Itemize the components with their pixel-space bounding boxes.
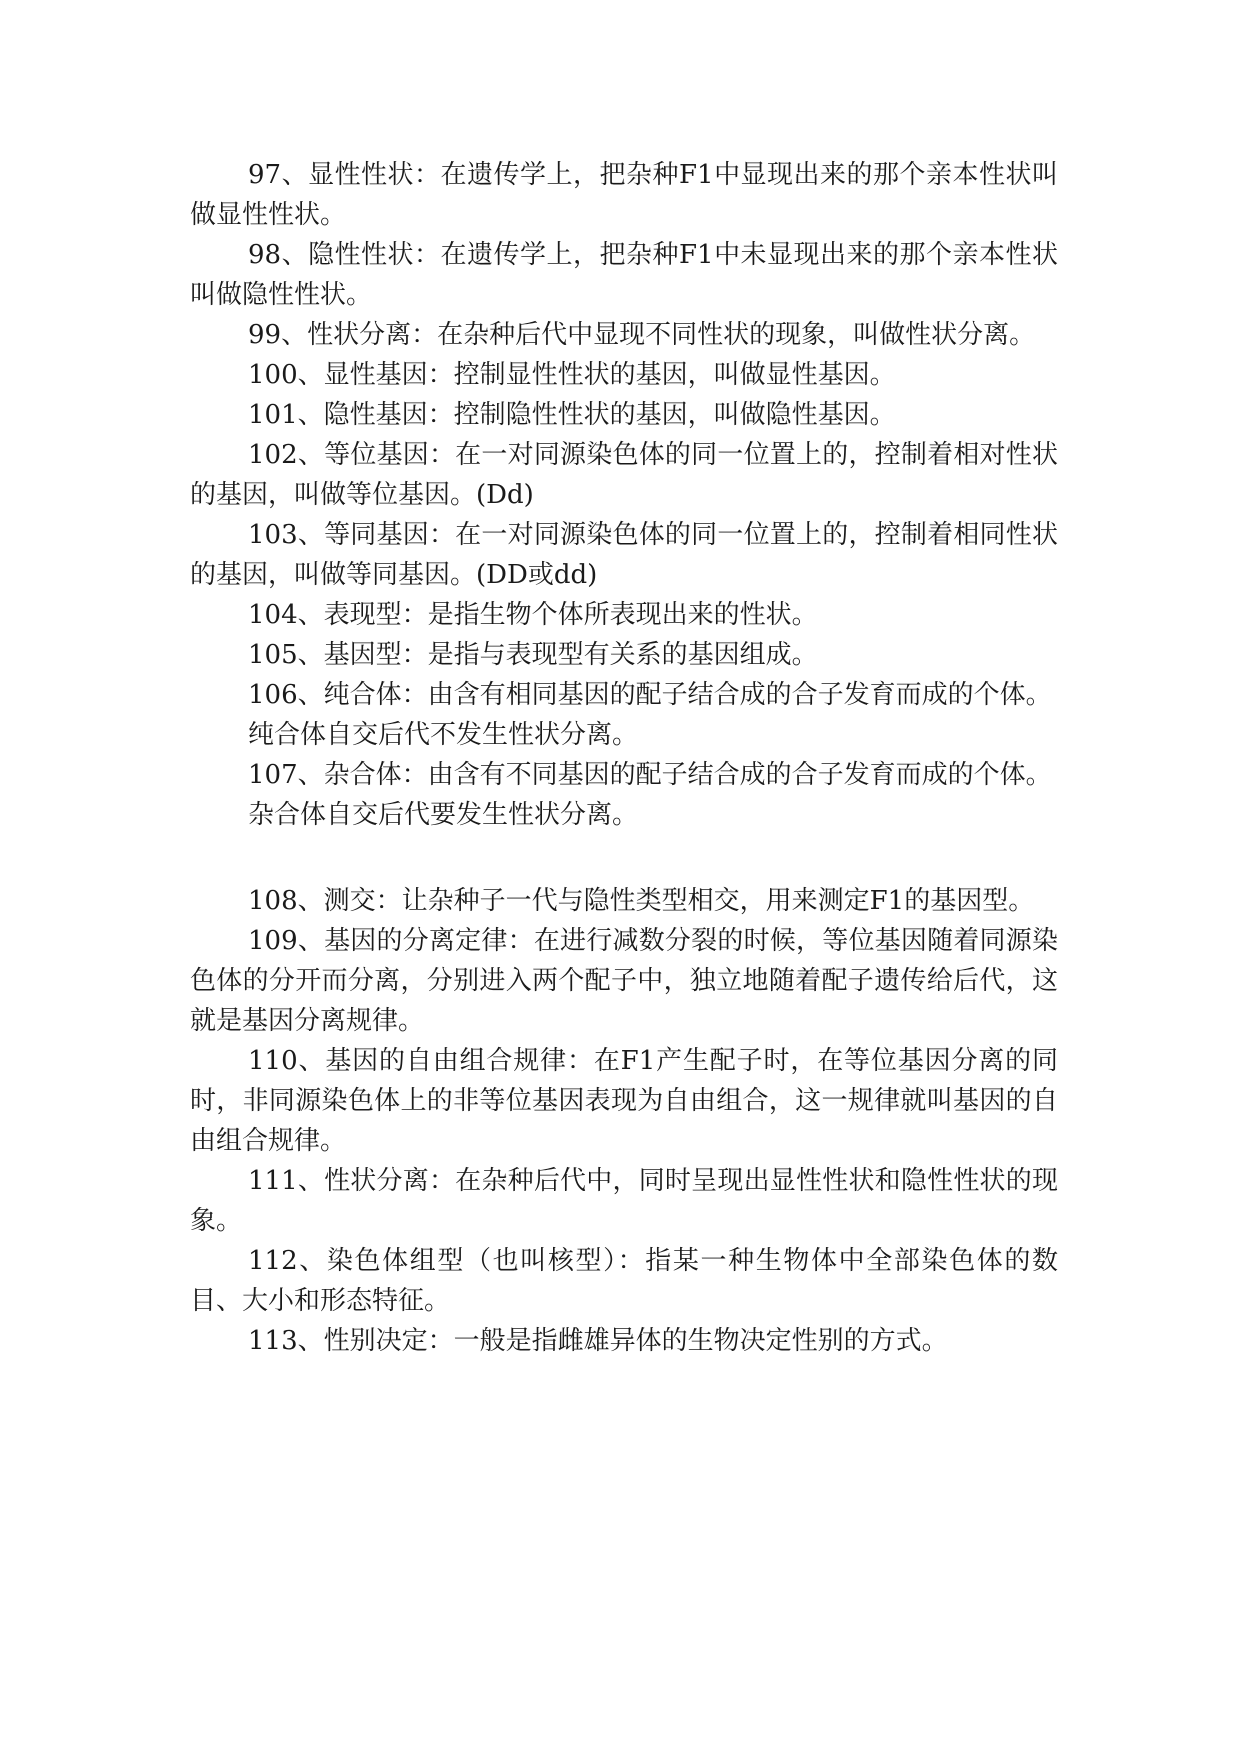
paragraph-100: 100、显性基因：控制显性性状的基因，叫做显性基因。 [248,360,896,390]
paragraph-110: 110、基因的自由组合规律：在F1产生配子时，在等位基因分离的同时，非同源染色体上的非等位基因表现为自由组合，这一规律就叫基因的自由组合规律。 [190,1046,1058,1156]
blank-line [190,835,1058,881]
paragraph-105: 105、基因型：是指与表现型有关系的基因组成。 [248,640,818,670]
paragraph-104: 104、表现型：是指生物个体所表现出来的性状。 [248,600,818,630]
paragraph-103: 103、等同基因：在一对同源染色体的同一位置上的，控制着相同性状的基因，叫做等同基因。(DD或dd) [190,520,1058,590]
paragraph-106-note: 纯合体自交后代不发生性状分离。 [248,720,639,750]
paragraph-101: 101、隐性基因：控制隐性性状的基因，叫做隐性基因。 [248,400,896,430]
paragraph-107: 107、杂合体：由含有不同基因的配子结合成的合子发育而成的个体。 [248,760,1052,790]
paragraph-109: 109、基因的分离定律：在进行减数分裂的时候，等位基因随着同源染色体的分开而分离，分别进入两个配子中，独立地随着配子遗传给后代，这就是基因分离规律。 [190,926,1058,1036]
paragraph-113: 113、性别决定：一般是指雌雄异体的生物决定性别的方式。 [248,1326,948,1356]
paragraph-112: 112、染色体组型（也叫核型）：指某一种生物体中全部染色体的数目、大小和形态特征。 [190,1246,1058,1316]
paragraph-97: 97、显性性状：在遗传学上，把杂种F1中显现出来的那个亲本性状叫做显性性状。 [190,160,1058,230]
paragraph-107-note: 杂合体自交后代要发生性状分离。 [248,800,639,830]
document-page [190,155,1058,1361]
paragraph-98: 98、隐性性状：在遗传学上，把杂种F1中未显现出来的那个亲本性状叫做隐性性状。 [190,240,1058,310]
paragraph-108: 108、测交：让杂种子一代与隐性类型相交，用来测定F1的基因型。 [248,886,1035,916]
paragraph-106: 106、纯合体：由含有相同基因的配子结合成的合子发育而成的个体。 [248,680,1052,710]
paragraph-102: 102、等位基因：在一对同源染色体的同一位置上的，控制着相对性状的基因，叫做等位基因。(Dd) [190,440,1058,510]
paragraph-99: 99、性状分离：在杂种后代中显现不同性状的现象，叫做性状分离。 [248,320,1036,350]
paragraph-111: 111、性状分离：在杂种后代中，同时呈现出显性性状和隐性性状的现象。 [190,1166,1058,1236]
